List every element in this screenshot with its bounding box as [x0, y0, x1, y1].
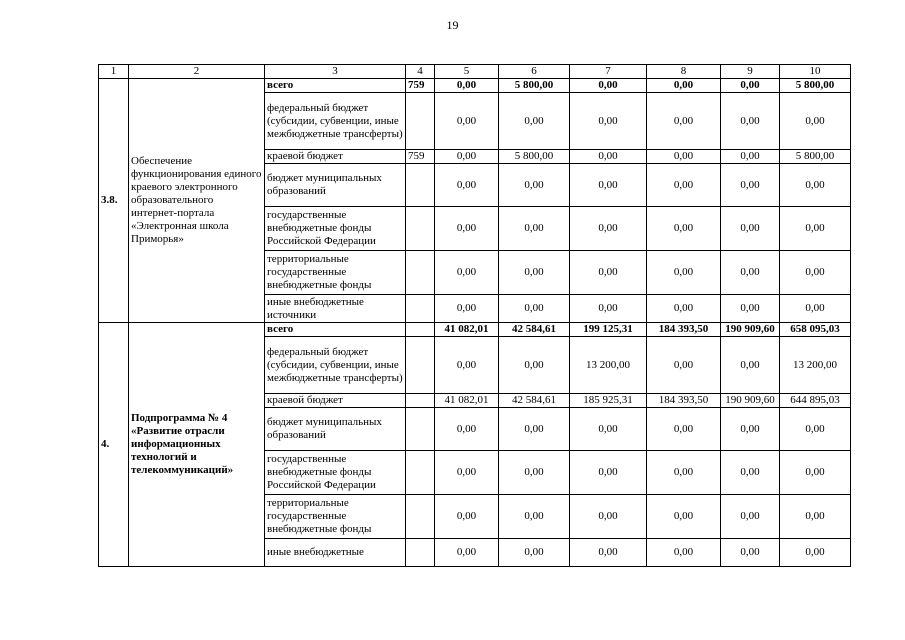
value-cell: 0,00	[570, 408, 647, 451]
value-cell: 0,00	[721, 207, 780, 251]
value-cell: 0,00	[499, 207, 570, 251]
value-cell: 0,00	[499, 337, 570, 394]
value-cell: 0,00	[721, 337, 780, 394]
header-cell: 3	[265, 65, 406, 79]
page-number: 19	[446, 18, 459, 32]
value-cell: 0,00	[647, 337, 721, 394]
value-cell: 0,00	[780, 451, 851, 495]
funding-source-cell: федеральный бюджет (субсидии, субвенции, иные межбюджетные трансферты)	[265, 337, 406, 394]
value-cell: 185 925,31	[570, 394, 647, 408]
code-cell	[406, 539, 435, 567]
value-cell: 0,00	[499, 93, 570, 150]
value-cell: 0,00	[721, 164, 780, 207]
value-cell: 0,00	[435, 539, 499, 567]
code-cell: 759	[406, 150, 435, 164]
value-cell: 0,00	[721, 451, 780, 495]
header-cell: 2	[129, 65, 265, 79]
value-cell: 0,00	[499, 495, 570, 539]
value-cell: 41 082,01	[435, 323, 499, 337]
value-cell: 0,00	[499, 408, 570, 451]
header-cell: 4	[406, 65, 435, 79]
value-cell: 0,00	[435, 451, 499, 495]
funding-source-cell: краевой бюджет	[265, 394, 406, 408]
value-cell: 0,00	[435, 79, 499, 93]
funding-source-cell: всего	[265, 323, 406, 337]
value-cell: 0,00	[780, 164, 851, 207]
value-cell: 0,00	[435, 164, 499, 207]
value-cell: 0,00	[499, 539, 570, 567]
code-cell: 759	[406, 79, 435, 93]
value-cell: 0,00	[647, 295, 721, 323]
value-cell: 0,00	[721, 295, 780, 323]
value-cell: 0,00	[570, 207, 647, 251]
value-cell: 0,00	[570, 451, 647, 495]
value-cell: 0,00	[435, 495, 499, 539]
value-cell: 0,00	[570, 539, 647, 567]
funding-source-cell: государственные внебюджетные фонды Российской Федерации	[265, 207, 406, 251]
value-cell: 0,00	[499, 451, 570, 495]
value-cell: 0,00	[435, 93, 499, 150]
value-cell: 0,00	[721, 539, 780, 567]
header-cell: 9	[721, 65, 780, 79]
value-cell: 13 200,00	[780, 337, 851, 394]
code-cell	[406, 93, 435, 150]
item-name-cell: Подпрограмма № 4 «Развитие отрасли информационных технологий и телекоммуникаций»	[129, 323, 265, 567]
value-cell: 0,00	[780, 93, 851, 150]
funding-source-cell: федеральный бюджет (субсидии, субвенции, иные межбюджетные трансферты)	[265, 93, 406, 150]
value-cell: 644 895,03	[780, 394, 851, 408]
value-cell: 0,00	[721, 408, 780, 451]
value-cell: 0,00	[721, 79, 780, 93]
value-cell: 13 200,00	[570, 337, 647, 394]
value-cell: 184 393,50	[647, 394, 721, 408]
value-cell: 0,00	[780, 539, 851, 567]
header-cell: 1	[99, 65, 129, 79]
value-cell: 0,00	[499, 251, 570, 295]
value-cell: 0,00	[780, 295, 851, 323]
value-cell: 0,00	[647, 251, 721, 295]
value-cell: 0,00	[435, 251, 499, 295]
value-cell: 0,00	[647, 93, 721, 150]
funding-source-cell: территориальные государственные внебюджетные фонды	[265, 495, 406, 539]
value-cell: 184 393,50	[647, 323, 721, 337]
value-cell: 5 800,00	[499, 79, 570, 93]
value-cell: 5 800,00	[780, 150, 851, 164]
value-cell: 0,00	[647, 150, 721, 164]
code-cell	[406, 451, 435, 495]
value-cell: 5 800,00	[780, 79, 851, 93]
table-body	[99, 79, 851, 567]
value-cell: 0,00	[721, 93, 780, 150]
funding-source-cell: краевой бюджет	[265, 150, 406, 164]
funding-source-cell: иные внебюджетные источники	[265, 295, 406, 323]
code-cell	[406, 394, 435, 408]
value-cell: 5 800,00	[499, 150, 570, 164]
value-cell: 0,00	[780, 207, 851, 251]
value-cell: 41 082,01	[435, 394, 499, 408]
table-header-row	[99, 65, 851, 79]
code-cell	[406, 207, 435, 251]
code-cell	[406, 337, 435, 394]
item-number-cell: 3.8.	[99, 79, 129, 323]
code-cell	[406, 251, 435, 295]
value-cell: 0,00	[647, 451, 721, 495]
code-cell	[406, 164, 435, 207]
value-cell: 0,00	[647, 408, 721, 451]
code-cell	[406, 408, 435, 451]
code-cell	[406, 295, 435, 323]
funding-source-cell: территориальные государственные внебюджетные фонды	[265, 251, 406, 295]
value-cell: 42 584,61	[499, 394, 570, 408]
value-cell: 0,00	[647, 79, 721, 93]
value-cell: 0,00	[780, 408, 851, 451]
value-cell: 0,00	[721, 251, 780, 295]
item-number-cell: 4.	[99, 323, 129, 567]
value-cell: 0,00	[647, 495, 721, 539]
value-cell: 0,00	[570, 251, 647, 295]
item-name-cell: Обеспечение функционирования единого краевого электронного образовательного интернет-портала «Электронная школа Приморья»	[129, 79, 265, 323]
value-cell: 190 909,60	[721, 323, 780, 337]
value-cell: 0,00	[499, 295, 570, 323]
budget-table	[98, 64, 851, 567]
header-cell: 8	[647, 65, 721, 79]
value-cell: 0,00	[435, 408, 499, 451]
value-cell: 0,00	[570, 295, 647, 323]
value-cell: 658 095,03	[780, 323, 851, 337]
value-cell: 0,00	[780, 495, 851, 539]
value-cell: 0,00	[647, 207, 721, 251]
header-cell: 5	[435, 65, 499, 79]
value-cell: 0,00	[435, 207, 499, 251]
funding-source-cell: всего	[265, 79, 406, 93]
value-cell: 0,00	[647, 164, 721, 207]
header-cell: 7	[570, 65, 647, 79]
value-cell: 0,00	[435, 337, 499, 394]
funding-source-cell: иные внебюджетные	[265, 539, 406, 567]
value-cell: 190 909,60	[721, 394, 780, 408]
value-cell: 0,00	[780, 251, 851, 295]
value-cell: 0,00	[647, 539, 721, 567]
funding-source-cell: бюджет муниципальных образований	[265, 408, 406, 451]
value-cell: 0,00	[570, 495, 647, 539]
table-row-total	[99, 79, 851, 93]
table-row-total	[99, 323, 851, 337]
value-cell: 0,00	[570, 164, 647, 207]
value-cell: 0,00	[570, 93, 647, 150]
value-cell: 0,00	[435, 295, 499, 323]
code-cell	[406, 323, 435, 337]
value-cell: 42 584,61	[499, 323, 570, 337]
header-cell: 6	[499, 65, 570, 79]
value-cell: 0,00	[570, 150, 647, 164]
code-cell	[406, 495, 435, 539]
value-cell: 199 125,31	[570, 323, 647, 337]
value-cell: 0,00	[435, 150, 499, 164]
funding-source-cell: государственные внебюджетные фонды Российской Федерации	[265, 451, 406, 495]
header-cell: 10	[780, 65, 851, 79]
value-cell: 0,00	[499, 164, 570, 207]
funding-source-cell: бюджет муниципальных образований	[265, 164, 406, 207]
value-cell: 0,00	[721, 150, 780, 164]
value-cell: 0,00	[721, 495, 780, 539]
value-cell: 0,00	[570, 79, 647, 93]
